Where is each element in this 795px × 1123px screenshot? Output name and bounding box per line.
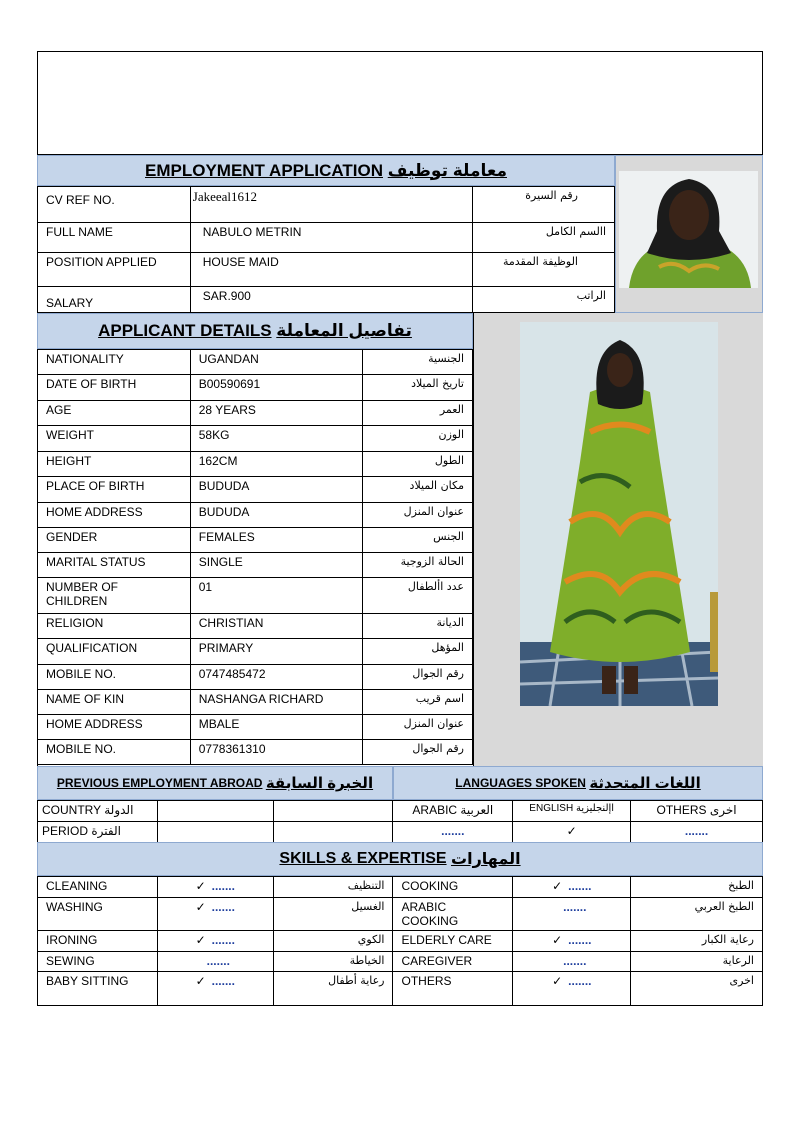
detail-value: CHRISTIAN — [190, 614, 363, 639]
skill-label: CLEANING — [38, 877, 158, 898]
skill-label: COOKING — [393, 877, 513, 898]
skill-dots: ....... — [206, 954, 230, 968]
skill-dots: ....... — [211, 974, 235, 988]
value-salary: SAR.900 — [190, 287, 472, 313]
skills-title-ar: المهارات — [451, 851, 521, 868]
skill-mark — [157, 952, 273, 972]
detail-label: QUALIFICATION — [38, 639, 191, 665]
skill-ar-label: الخياطة — [273, 952, 393, 972]
skill-mark — [157, 877, 273, 898]
detail-row — [38, 503, 473, 528]
detail-value: 01 — [190, 578, 363, 614]
skill-dots: ....... — [211, 933, 235, 947]
detail-row — [38, 477, 473, 503]
skill-mark — [513, 931, 631, 952]
detail-ar-label: الحالة الزوجية — [363, 553, 473, 578]
details-table — [37, 349, 473, 765]
languages-band — [393, 766, 763, 800]
ar-position: الوظيفة المقدمة — [473, 253, 615, 287]
detail-row — [38, 690, 473, 715]
employment-application-band — [37, 155, 615, 186]
check-icon: ✓ — [195, 879, 206, 893]
skill-ar-label: رعاية الكبار — [631, 931, 763, 952]
ar-cv-ref: رقم السيرة — [473, 187, 615, 223]
row-period — [38, 822, 763, 843]
row-full-name — [38, 223, 615, 253]
applicant-title-ar: تفاصيل المعاملة — [276, 321, 412, 340]
detail-label: NAME OF KIN — [38, 690, 191, 715]
label-position: POSITION APPLIED — [38, 253, 191, 287]
detail-label: GENDER — [38, 528, 191, 553]
lang-title-en: LANGUAGES SPOKEN — [455, 776, 586, 790]
skill-mark — [513, 952, 631, 972]
detail-label: MOBILE NO. — [38, 740, 191, 765]
skill-label: ELDERLY CARE — [393, 931, 513, 952]
check-icon: ✓ — [552, 879, 563, 893]
check-icon: ✓ — [195, 900, 206, 914]
detail-ar-label: الديانة — [363, 614, 473, 639]
skill-dots: ....... — [568, 879, 592, 893]
skill-label: OTHERS — [393, 972, 513, 1006]
detail-label: WEIGHT — [38, 426, 191, 452]
value-cv-ref: Jakeeal1612 — [190, 187, 472, 223]
row-position — [38, 253, 615, 287]
detail-label: PLACE OF BIRTH — [38, 477, 191, 503]
detail-label: HEIGHT — [38, 452, 191, 477]
detail-label: NATIONALITY — [38, 350, 191, 375]
top-fields-table — [37, 186, 615, 313]
header-blank-area — [37, 51, 763, 155]
detail-row — [38, 665, 473, 690]
value-full-name: NABULO METRIN — [190, 223, 472, 253]
detail-row — [38, 740, 473, 765]
detail-ar-label: اسم قريب — [363, 690, 473, 715]
skill-label: WASHING — [38, 898, 158, 931]
arabic-val: ....... — [393, 822, 513, 843]
skill-ar-label: رعاية أطفال — [273, 972, 393, 1006]
title-en: EMPLOYMENT APPLICATION — [145, 160, 383, 180]
lang-others: OTHERS اخرى — [631, 801, 763, 822]
full-body-photo — [520, 322, 718, 706]
country-label: COUNTRY الدولة — [38, 801, 158, 822]
prev-title-en: PREVIOUS EMPLOYMENT ABROAD — [56, 776, 263, 790]
detail-value: BUDUDA — [190, 503, 363, 528]
detail-value: 0778361310 — [190, 740, 363, 765]
skill-mark — [157, 972, 273, 1006]
check-icon: ✓ — [195, 974, 206, 988]
skill-dots: ....... — [563, 954, 587, 968]
detail-ar-label: الوزن — [363, 426, 473, 452]
skill-mark — [157, 898, 273, 931]
skill-label: ARABIC COOKING — [393, 898, 513, 931]
skill-dots: ....... — [568, 933, 592, 947]
detail-row — [38, 350, 473, 375]
prev-lang-table — [37, 800, 763, 843]
applicant-details-band — [37, 313, 473, 349]
detail-row — [38, 553, 473, 578]
detail-value: B00590691 — [190, 375, 363, 401]
label-salary: SALARY — [38, 287, 191, 313]
title-ar: معاملة توظيف — [387, 160, 507, 180]
lang-english: ENGLISH اإلنجليزية — [513, 801, 631, 822]
detail-label: RELIGION — [38, 614, 191, 639]
detail-ar-label: عدد األطفال — [363, 578, 473, 614]
detail-ar-label: المؤهل — [363, 639, 473, 665]
country-cell-2 — [273, 801, 393, 822]
skill-ar-label: الطبخ — [631, 877, 763, 898]
skill-row — [38, 952, 763, 972]
period-cell-2 — [273, 822, 393, 843]
detail-ar-label: الطول — [363, 452, 473, 477]
detail-ar-label: الجنس — [363, 528, 473, 553]
skill-mark — [513, 972, 631, 1006]
detail-ar-label: مكان الميلاد — [363, 477, 473, 503]
skill-label: IRONING — [38, 931, 158, 952]
detail-row — [38, 614, 473, 639]
detail-label: AGE — [38, 401, 191, 426]
detail-ar-label: عنوان المنزل — [363, 503, 473, 528]
skill-label: BABY SITTING — [38, 972, 158, 1006]
detail-value: 28 YEARS — [190, 401, 363, 426]
others-val: ....... — [631, 822, 763, 843]
skill-ar-label: التنظيف — [273, 877, 393, 898]
check-icon: ✓ — [552, 933, 563, 947]
lang-title-ar: اللغات المتحدثة — [589, 775, 701, 792]
label-full-name: FULL NAME — [38, 223, 191, 253]
detail-row — [38, 452, 473, 477]
detail-row — [38, 375, 473, 401]
period-cell-1 — [157, 822, 273, 843]
skill-mark — [513, 898, 631, 931]
value-position: HOUSE MAID — [190, 253, 472, 287]
detail-row — [38, 639, 473, 665]
prev-title-ar: الخبرة السابقة — [265, 775, 374, 792]
row-cv-ref — [38, 187, 615, 223]
detail-row — [38, 426, 473, 452]
detail-row — [38, 401, 473, 426]
skills-title-en: SKILLS & EXPERTISE — [279, 850, 447, 867]
detail-row — [38, 715, 473, 740]
detail-label: DATE OF BIRTH — [38, 375, 191, 401]
headshot-photo — [619, 171, 758, 288]
skill-ar-label: الكوي — [273, 931, 393, 952]
skill-mark — [157, 931, 273, 952]
english-val: ✓ — [513, 822, 631, 843]
detail-label: MOBILE NO. — [38, 665, 191, 690]
detail-value: PRIMARY — [190, 639, 363, 665]
skill-ar-label: الطبخ العربي — [631, 898, 763, 931]
check-icon: ✓ — [552, 974, 563, 988]
detail-ar-label: رقم الجوال — [363, 740, 473, 765]
lang-arabic: ARABIC العربية — [393, 801, 513, 822]
label-cv-ref: CV REF NO. — [38, 187, 191, 223]
skill-label: CAREGIVER — [393, 952, 513, 972]
detail-ar-label: تاريخ الميلاد — [363, 375, 473, 401]
detail-value: 162CM — [190, 452, 363, 477]
detail-value: 58KG — [190, 426, 363, 452]
period-label: PERIOD الفترة — [38, 822, 158, 843]
skill-ar-label: الغسيل — [273, 898, 393, 931]
ar-salary: الراتب — [473, 287, 615, 313]
detail-value: UGANDAN — [190, 350, 363, 375]
skill-row — [38, 931, 763, 952]
detail-value: SINGLE — [190, 553, 363, 578]
detail-label: HOME ADDRESS — [38, 715, 191, 740]
detail-value: MBALE — [190, 715, 363, 740]
detail-row — [38, 578, 473, 614]
detail-value: 0747485472 — [190, 665, 363, 690]
ar-full-name: االسم الكامل — [473, 223, 615, 253]
detail-label: MARITAL STATUS — [38, 553, 191, 578]
prev-employment-band — [37, 766, 393, 800]
skill-dots: ....... — [568, 974, 592, 988]
skill-mark — [513, 877, 631, 898]
detail-row — [38, 528, 473, 553]
skill-dots: ....... — [211, 900, 235, 914]
applicant-title-en: APPLICANT DETAILS — [98, 321, 272, 340]
skill-dots: ....... — [563, 900, 587, 914]
row-salary — [38, 287, 615, 313]
skill-row — [38, 972, 763, 1006]
detail-ar-label: عنوان المنزل — [363, 715, 473, 740]
skill-row — [38, 877, 763, 898]
skill-ar-label: اخرى — [631, 972, 763, 1006]
skill-ar-label: الرعاية — [631, 952, 763, 972]
detail-value: NASHANGA RICHARD — [190, 690, 363, 715]
skill-row — [38, 898, 763, 931]
detail-ar-label: رقم الجوال — [363, 665, 473, 690]
detail-label: HOME ADDRESS — [38, 503, 191, 528]
detail-value: BUDUDA — [190, 477, 363, 503]
detail-ar-label: الجنسية — [363, 350, 473, 375]
skills-band — [37, 842, 763, 876]
detail-label: NUMBER OF CHILDREN — [38, 578, 191, 614]
check-icon: ✓ — [195, 933, 206, 947]
skill-label: SEWING — [38, 952, 158, 972]
row-country — [38, 801, 763, 822]
country-cell-1 — [157, 801, 273, 822]
skills-table — [37, 876, 763, 1006]
detail-ar-label: العمر — [363, 401, 473, 426]
skill-dots: ....... — [211, 879, 235, 893]
detail-value: FEMALES — [190, 528, 363, 553]
